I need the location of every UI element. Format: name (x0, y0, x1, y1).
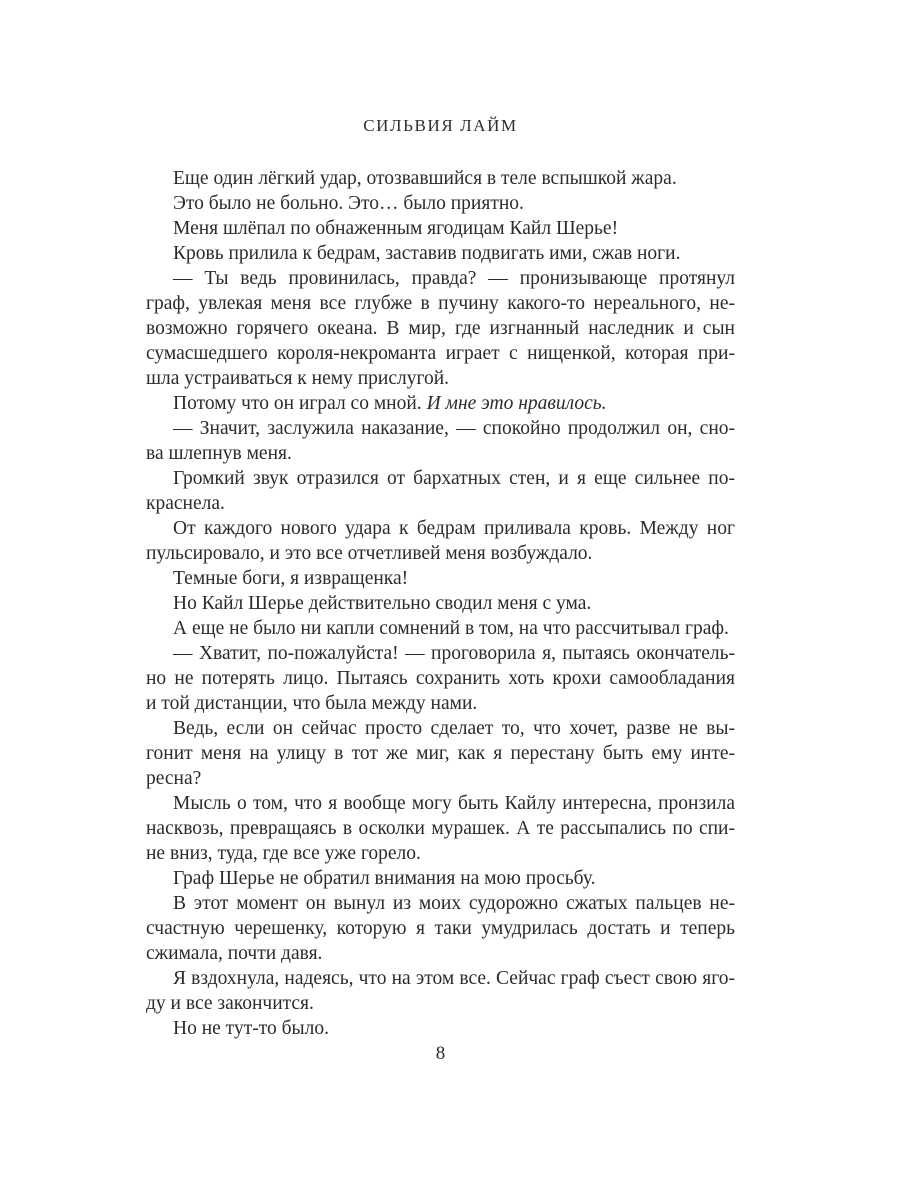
text-segment: Меня шлёпал по обнаженным ягодицам Кайл Шерье! (173, 218, 619, 239)
text-line (146, 291, 735, 316)
text-segment: Ведь, если он сейчас просто сделает то, что хочет, разве не вы- (173, 718, 735, 739)
paragraph (146, 791, 735, 866)
text-line (146, 966, 735, 991)
text-line (146, 541, 735, 566)
paragraph (146, 866, 735, 891)
text-segment: ду и все закончится. (146, 993, 314, 1014)
paragraph (146, 241, 735, 266)
paragraph (146, 191, 735, 216)
paragraph (146, 966, 735, 1016)
text-line (146, 341, 735, 366)
text-segment: сумасшедшего короля-некроманта играет с нищенкой, которая при- (146, 343, 735, 364)
paragraph (146, 166, 735, 191)
paragraph (146, 1016, 735, 1041)
text-segment: Темные боги, я извращенка! (173, 568, 409, 589)
text-line (146, 216, 735, 241)
text-line (146, 241, 735, 266)
text-segment: Громкий звук отразился от бархатных стен, и я еще сильнее по- (173, 468, 735, 489)
text-line (146, 916, 735, 941)
paragraph (146, 391, 735, 416)
text-line (146, 166, 735, 191)
text-line (146, 441, 735, 466)
paragraph (146, 591, 735, 616)
text-segment: — Ты ведь провинилась, правда? — пронизывающе протянул (173, 268, 735, 289)
text-segment: Но не тут-то было. (173, 1018, 329, 1039)
text-line (146, 316, 735, 341)
text-segment: — Хватит, по-пожалуйста! — проговорила я, пытаясь окончатель- (173, 643, 735, 664)
text-line (146, 616, 735, 641)
text-line (146, 741, 735, 766)
text-segment: В этот момент он вынул из моих судорожно сжатых пальцев не- (173, 893, 735, 914)
text-segment: и той дистанции, что была между нами. (146, 693, 478, 714)
italic-text-segment: И мне это нравилось. (426, 393, 607, 414)
paragraph (146, 416, 735, 466)
text-segment: Граф Шерье не обратил внимания на мою просьбу. (173, 868, 596, 889)
paragraph (146, 716, 735, 791)
paragraph (146, 616, 735, 641)
text-line (146, 641, 735, 666)
text-line (146, 841, 735, 866)
text-segment: ва шлепнув меня. (146, 443, 292, 464)
text-segment: Еще один лёгкий удар, отозвавшийся в теле вспышкой жара. (173, 168, 677, 189)
text-segment: граф, увлекая меня все глубже в пучину какого-то нереального, не- (146, 293, 735, 314)
text-line (146, 391, 735, 416)
paragraph (146, 516, 735, 566)
text-line (146, 816, 735, 841)
text-line (146, 591, 735, 616)
text-line (146, 1016, 735, 1041)
page-number: 8 (435, 1043, 446, 1064)
paragraph (146, 216, 735, 241)
paragraph (146, 266, 735, 391)
text-segment: Кровь прилила к бедрам, заставив подвигать ими, сжав ноги. (173, 243, 681, 264)
text-segment: Но Кайл Шерье действительно сводил меня с ума. (173, 593, 592, 614)
text-line (146, 191, 735, 216)
text-line (146, 566, 735, 591)
text-segment: возможно горячего океана. В мир, где изгнанный наследник и сын (146, 318, 735, 339)
text-segment: Мысль о том, что я вообще могу быть Кайлу интересна, пронзила (173, 793, 735, 814)
text-segment: насквозь, превращаясь в осколки мурашек. А те рассыпались по спи- (146, 818, 735, 839)
text-line (146, 516, 735, 541)
text-line (146, 366, 735, 391)
text-segment: Потому что он играл со мной. (173, 393, 427, 414)
text-line (146, 666, 735, 691)
text-segment: краснела. (146, 493, 225, 514)
text-line (146, 866, 735, 891)
text-line (146, 491, 735, 516)
text-segment: шла устраиваться к нему прислугой. (146, 368, 450, 389)
text-line (146, 766, 735, 791)
text-segment: но не потерять лицо. Пытаясь сохранить хоть крохи самообладания (146, 668, 735, 689)
text-line (146, 466, 735, 491)
text-segment: гонит меня на улицу в тот же миг, как я перестану быть ему инте- (146, 743, 735, 764)
text-block (146, 166, 735, 1041)
text-line (146, 891, 735, 916)
text-line (146, 691, 735, 716)
text-segment: не вниз, туда, где все уже горело. (146, 843, 421, 864)
text-segment: счастную черешенку, которую я таки умудрилась достать и теперь (146, 918, 735, 939)
text-line (146, 991, 735, 1016)
text-line (146, 791, 735, 816)
paragraph (146, 641, 735, 716)
paragraph (146, 466, 735, 516)
text-segment: А еще не было ни капли сомнений в том, на что рассчитывал граф. (173, 618, 729, 639)
text-segment: — Значит, заслужила наказание, — спокойно продолжил он, сно- (173, 418, 735, 439)
text-segment: пульсировало, и это все отчетливей меня возбуждало. (146, 543, 593, 564)
text-segment: Я вздохнула, надеясь, что на этом все. Сейчас граф съест свою яго- (173, 968, 735, 989)
text-segment: ресна? (146, 768, 202, 789)
text-segment: Это было не больно. Это… было приятно. (173, 193, 524, 214)
running-head: СИЛЬВИЯ ЛАЙМ (363, 116, 518, 135)
paragraph (146, 891, 735, 966)
text-segment: От каждого нового удара к бедрам приливала кровь. Между ног (173, 518, 735, 539)
text-line (146, 416, 735, 441)
text-line (146, 716, 735, 741)
text-segment: сжимала, почти давя. (146, 943, 323, 964)
text-line (146, 941, 735, 966)
paragraph (146, 566, 735, 591)
text-line (146, 266, 735, 291)
